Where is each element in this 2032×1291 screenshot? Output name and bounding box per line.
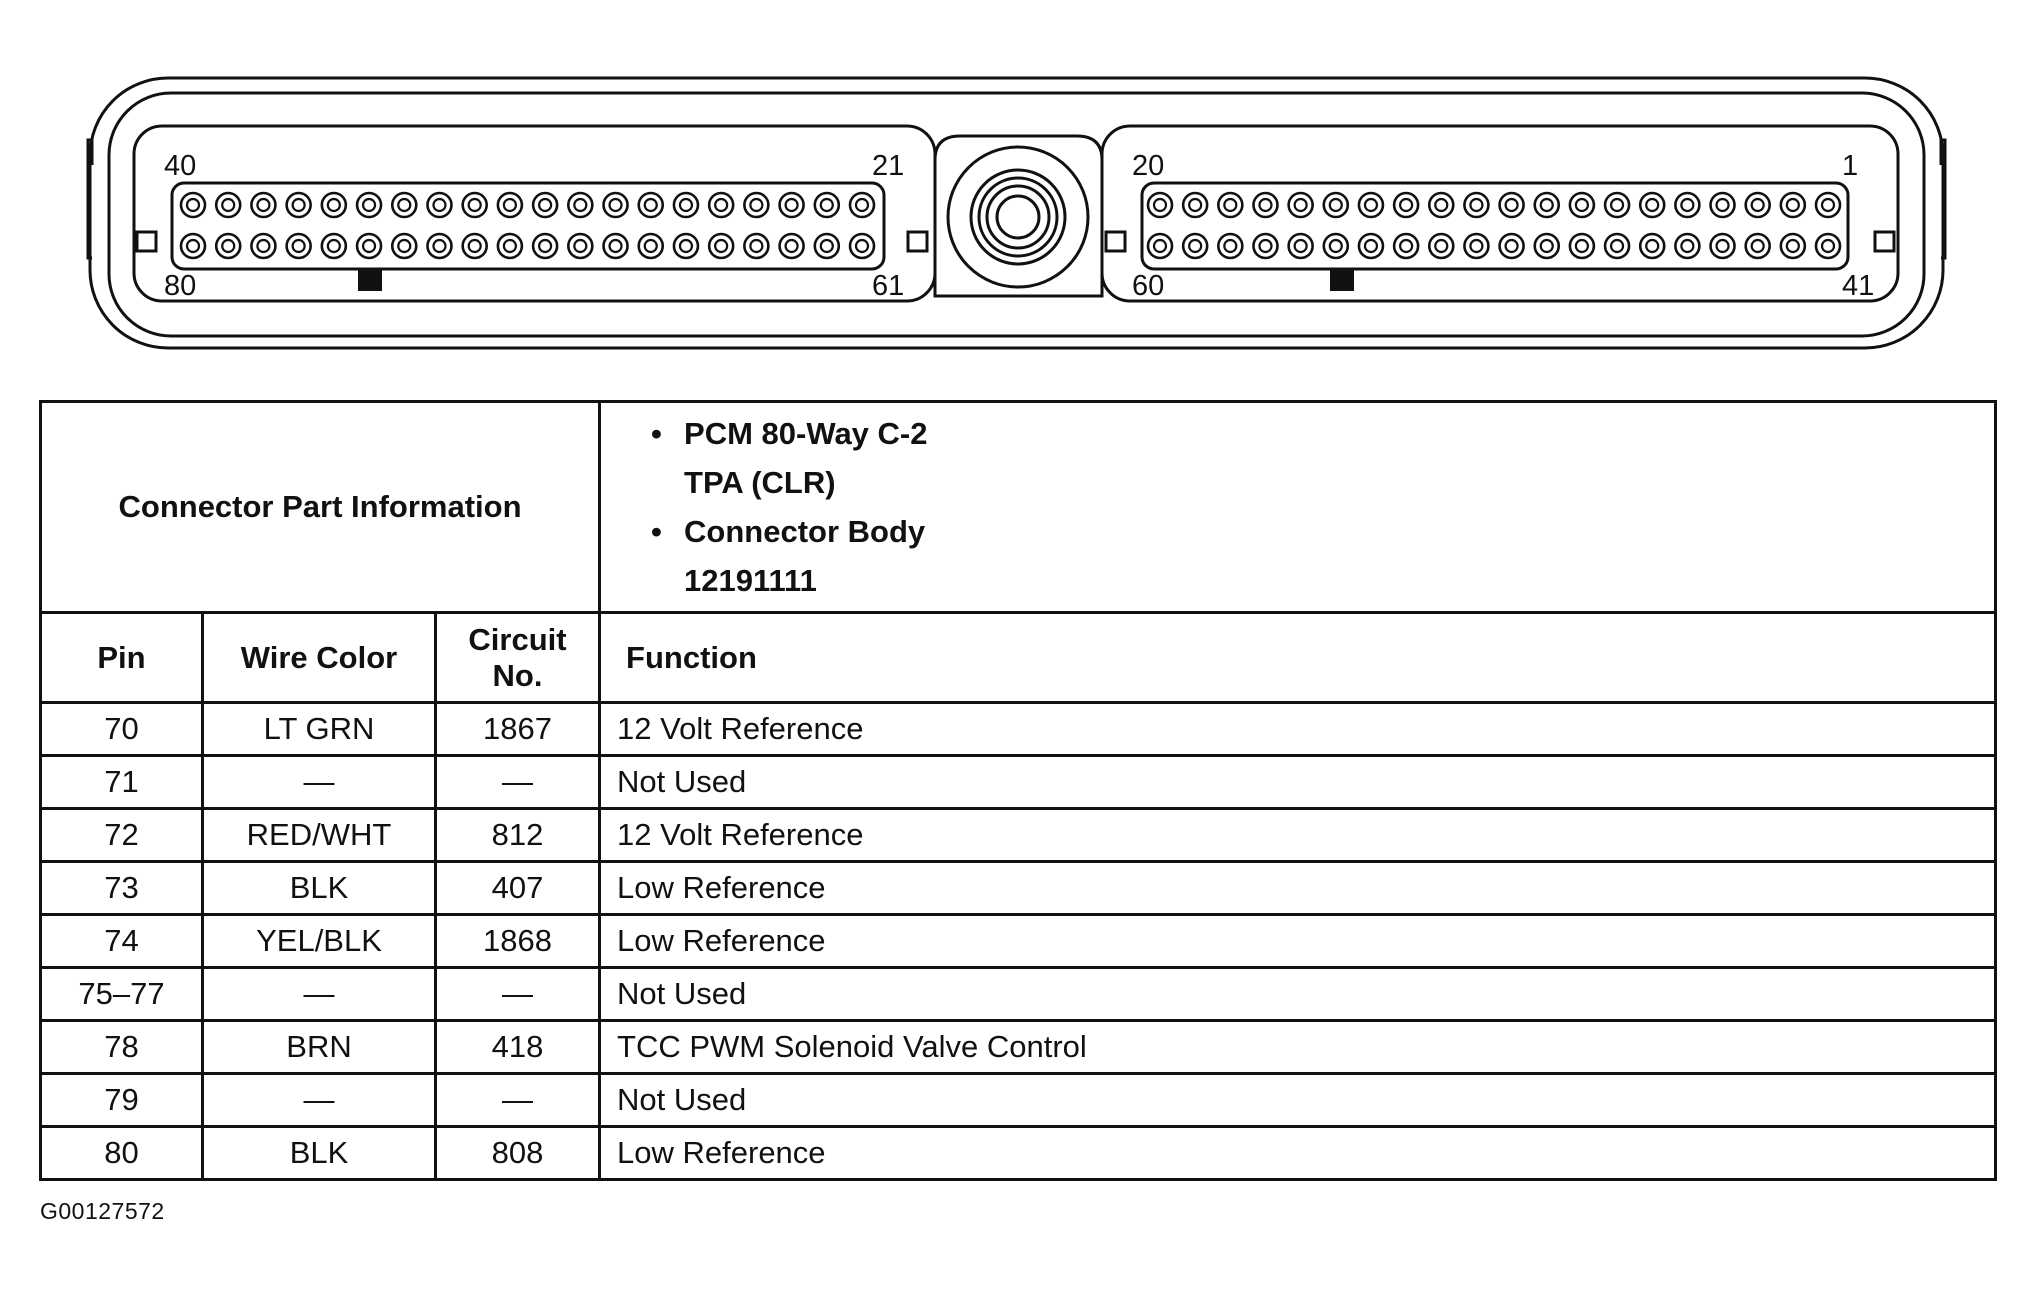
pin-cavity-inner	[1154, 199, 1166, 211]
pin-cavity-inner	[1400, 199, 1412, 211]
pin-cavity	[392, 234, 416, 258]
function-cell: 12 Volt Reference	[600, 703, 1996, 756]
pin-cavity	[674, 193, 698, 217]
circuit-cell: —	[436, 756, 600, 809]
pin-label-41: 41	[1842, 270, 1875, 302]
pin-cell: 72	[41, 809, 203, 862]
wire-color-cell: —	[203, 1074, 436, 1127]
table-row	[41, 968, 1996, 1021]
pin-cavity	[427, 193, 451, 217]
pin-cavity-inner	[1576, 240, 1588, 252]
pin-cavity	[815, 193, 839, 217]
pin-cavity	[1253, 193, 1277, 217]
connector-part-info	[600, 402, 1996, 613]
pin-cavity-inner	[1541, 240, 1553, 252]
pin-cavity-inner	[715, 199, 727, 211]
pin-cavity	[604, 234, 628, 258]
wire-color-cell: RED/WHT	[203, 809, 436, 862]
pin-cell: 71	[41, 756, 203, 809]
pin-label-60: 60	[1132, 270, 1165, 302]
pin-cavity-inner	[750, 240, 762, 252]
table-row	[41, 915, 1996, 968]
function-cell: Not Used	[600, 968, 1996, 1021]
part-info-line: 12191111	[684, 563, 817, 598]
pin-cavity	[1148, 193, 1172, 217]
pin-cavity-inner	[1506, 240, 1518, 252]
pin-cavity	[251, 234, 275, 258]
connector-outer-shell	[90, 78, 1943, 348]
pin-cavity	[181, 234, 205, 258]
alignment-square	[137, 232, 156, 251]
pin-cavity-inner	[222, 240, 234, 252]
pin-cavity	[1570, 234, 1594, 258]
pin-cavity-inner	[469, 199, 481, 211]
pin-cavity	[780, 234, 804, 258]
pin-cavity	[1675, 234, 1699, 258]
pin-cell: 80	[41, 1127, 203, 1180]
pin-cavity	[1394, 234, 1418, 258]
pin-cavity-inner	[1717, 199, 1729, 211]
pin-cavity-inner	[715, 240, 727, 252]
pin-cavity-inner	[821, 240, 833, 252]
pin-label-21: 21	[872, 150, 905, 182]
pin-cavity-inner	[1822, 199, 1834, 211]
pin-cavity-inner	[1576, 199, 1588, 211]
pin-cavity	[744, 234, 768, 258]
circuit-cell: —	[436, 1074, 600, 1127]
wire-color-cell: BLK	[203, 1127, 436, 1180]
pin-cavity-inner	[1646, 199, 1658, 211]
header-wire-color: Wire Color	[203, 613, 436, 703]
wire-color-cell: —	[203, 756, 436, 809]
pin-cavity-inner	[1259, 240, 1271, 252]
pin-cavity	[533, 234, 557, 258]
pin-cavity	[1570, 193, 1594, 217]
pin-cavity	[1148, 234, 1172, 258]
connector-face-diagram	[0, 0, 2032, 370]
circuit-cell: —	[436, 968, 600, 1021]
pin-cavity-inner	[1470, 240, 1482, 252]
pin-cavity-inner	[1611, 199, 1623, 211]
function-cell: 12 Volt Reference	[600, 809, 1996, 862]
pin-cell: 73	[41, 862, 203, 915]
right-pin-block	[1142, 183, 1848, 269]
pin-cavity	[1675, 193, 1699, 217]
pin-cavity-inner	[187, 199, 199, 211]
wire-color-cell: YEL/BLK	[203, 915, 436, 968]
pin-cavity-inner	[504, 199, 516, 211]
pin-cavity-inner	[222, 199, 234, 211]
pin-cavity-inner	[574, 240, 586, 252]
pin-cavity	[780, 193, 804, 217]
pin-cavity-inner	[1470, 199, 1482, 211]
circuit-cell: 808	[436, 1127, 600, 1180]
table-row	[41, 703, 1996, 756]
table-row	[41, 1127, 1996, 1180]
pin-cavity	[216, 193, 240, 217]
pin-cavity	[463, 193, 487, 217]
wire-color-cell: —	[203, 968, 436, 1021]
pin-cavity-inner	[610, 240, 622, 252]
pin-cavity	[498, 234, 522, 258]
pin-cell: 79	[41, 1074, 203, 1127]
table-row	[41, 1021, 1996, 1074]
pin-cavity-inner	[680, 240, 692, 252]
table-header-row	[41, 613, 1996, 703]
pin-cavity-inner	[1189, 240, 1201, 252]
pin-label-20: 20	[1132, 150, 1165, 182]
header-circuit-no: Circuit No.	[436, 613, 600, 703]
pin-cavity-inner	[786, 199, 798, 211]
pin-cavity-inner	[398, 199, 410, 211]
pin-cavity	[1464, 193, 1488, 217]
pin-cavity	[1535, 193, 1559, 217]
pin-cavity-inner	[187, 240, 199, 252]
pin-cavity	[1359, 234, 1383, 258]
circuit-cell: 1867	[436, 703, 600, 756]
pin-cavity	[322, 193, 346, 217]
pin-cavity-inner	[856, 240, 868, 252]
function-cell: Low Reference	[600, 915, 1996, 968]
pin-cavity-inner	[645, 199, 657, 211]
pin-cavity	[1746, 234, 1770, 258]
pin-cavity-inner	[1365, 199, 1377, 211]
pin-label-80: 80	[164, 270, 197, 302]
pin-cavity-inner	[1541, 199, 1553, 211]
pin-cavity-inner	[1189, 199, 1201, 211]
keying-block	[1330, 268, 1354, 291]
pin-cavity-inner	[539, 199, 551, 211]
pin-cavity-inner	[786, 240, 798, 252]
pin-cavity	[287, 234, 311, 258]
table-row	[41, 756, 1996, 809]
pin-cavity	[392, 193, 416, 217]
pin-cavity	[1429, 193, 1453, 217]
pin-cavity	[533, 193, 557, 217]
pin-cavity	[850, 193, 874, 217]
pin-cavity	[709, 193, 733, 217]
pin-cavity	[1218, 234, 1242, 258]
pin-cavity	[1640, 193, 1664, 217]
pin-cavity	[1289, 193, 1313, 217]
pin-cavity-inner	[1717, 240, 1729, 252]
pin-cavity	[1781, 234, 1805, 258]
pin-cavity	[815, 234, 839, 258]
pin-cavity	[639, 193, 663, 217]
pin-cavity-inner	[610, 199, 622, 211]
pin-cavity	[463, 234, 487, 258]
alignment-square	[908, 232, 927, 251]
pin-cavity-inner	[1506, 199, 1518, 211]
pin-cavity	[568, 234, 592, 258]
pin-cavity	[850, 234, 874, 258]
pin-cavity-inner	[1646, 240, 1658, 252]
pin-cavity	[709, 234, 733, 258]
pin-cavity-inner	[257, 240, 269, 252]
part-info-row	[41, 402, 1996, 613]
circuit-cell: 407	[436, 862, 600, 915]
pin-cavity-inner	[1435, 199, 1447, 211]
part-info-line: • Connector Body	[651, 514, 926, 549]
pin-cell: 74	[41, 915, 203, 968]
pin-cavity	[1324, 193, 1348, 217]
pin-cavity-inner	[433, 199, 445, 211]
pin-cavity-inner	[1681, 240, 1693, 252]
pin-cavity	[1253, 234, 1277, 258]
pin-cavity-inner	[1259, 199, 1271, 211]
pin-cavity	[1183, 234, 1207, 258]
pin-cavity	[1464, 234, 1488, 258]
pin-cavity	[1500, 193, 1524, 217]
pin-cavity	[1218, 193, 1242, 217]
part-info-line: TPA (CLR)	[684, 465, 836, 500]
pin-cavity-inner	[433, 240, 445, 252]
pinout-table	[39, 400, 1997, 1181]
pin-cavity	[1359, 193, 1383, 217]
connector-part-info-label: Connector Part Information	[41, 402, 600, 613]
pin-cavity-inner	[1224, 240, 1236, 252]
pin-cavity	[604, 193, 628, 217]
pin-cavity	[639, 234, 663, 258]
pin-label-40: 40	[164, 150, 197, 182]
pin-cavity	[674, 234, 698, 258]
wire-color-cell: LT GRN	[203, 703, 436, 756]
pin-cavity	[216, 234, 240, 258]
pin-cavity	[1429, 234, 1453, 258]
header-pin: Pin	[41, 613, 203, 703]
pin-cavity	[357, 234, 381, 258]
pin-cavity	[322, 234, 346, 258]
pin-cavity-inner	[1435, 240, 1447, 252]
pin-cavity-inner	[1752, 240, 1764, 252]
pin-cavity-inner	[1295, 240, 1307, 252]
pin-cavity-inner	[1787, 240, 1799, 252]
pin-cavity	[1711, 234, 1735, 258]
pin-cavity	[1816, 193, 1840, 217]
pin-cavity	[1605, 234, 1629, 258]
pin-cavity-inner	[363, 199, 375, 211]
pin-cavity-inner	[1154, 240, 1166, 252]
pin-cavity	[1324, 234, 1348, 258]
pin-cavity-inner	[504, 240, 516, 252]
pin-cavity-inner	[1224, 199, 1236, 211]
pin-cavity-inner	[1611, 240, 1623, 252]
pin-cavity-inner	[645, 240, 657, 252]
figure-id: G00127572	[40, 1198, 165, 1224]
pin-cavity-inner	[328, 240, 340, 252]
pin-cavity-inner	[1752, 199, 1764, 211]
pin-cavity-inner	[821, 199, 833, 211]
pin-cell: 78	[41, 1021, 203, 1074]
pin-cavity	[1394, 193, 1418, 217]
center-bolt-boss	[935, 136, 1102, 296]
function-cell: Low Reference	[600, 1127, 1996, 1180]
pin-cavity	[1535, 234, 1559, 258]
pin-cavity	[1711, 193, 1735, 217]
table-row	[41, 1074, 1996, 1127]
circuit-cell: 418	[436, 1021, 600, 1074]
pin-cavity	[1183, 193, 1207, 217]
pin-cavity-inner	[1681, 199, 1693, 211]
pin-cavity-inner	[293, 240, 305, 252]
pin-cavity-inner	[574, 199, 586, 211]
pin-cavity-inner	[1330, 199, 1342, 211]
wire-color-cell: BLK	[203, 862, 436, 915]
pin-cavity-inner	[469, 240, 481, 252]
keying-block	[358, 268, 382, 291]
pin-cavity	[1746, 193, 1770, 217]
circuit-cell: 1868	[436, 915, 600, 968]
pin-cavity	[498, 193, 522, 217]
pin-cavity-inner	[856, 199, 868, 211]
function-cell: Not Used	[600, 1074, 1996, 1127]
pin-cavity-inner	[257, 199, 269, 211]
pin-cavity	[287, 193, 311, 217]
pin-cavity	[1289, 234, 1313, 258]
wire-color-cell: BRN	[203, 1021, 436, 1074]
pin-cell: 70	[41, 703, 203, 756]
pin-cavity	[1500, 234, 1524, 258]
circuit-cell: 812	[436, 809, 600, 862]
pin-label-61: 61	[872, 270, 905, 302]
table-row	[41, 809, 1996, 862]
pin-cavity-inner	[1400, 240, 1412, 252]
pin-cavity-inner	[680, 199, 692, 211]
pin-cavity	[1605, 193, 1629, 217]
alignment-square	[1106, 232, 1125, 251]
pin-cavity-inner	[539, 240, 551, 252]
pin-cavity-inner	[1295, 199, 1307, 211]
pin-cavity	[251, 193, 275, 217]
table-row	[41, 862, 1996, 915]
pin-cavity-inner	[328, 199, 340, 211]
pin-cavity-inner	[1365, 240, 1377, 252]
pin-cavity-inner	[398, 240, 410, 252]
pin-cavity-inner	[293, 199, 305, 211]
pin-cell: 75–77	[41, 968, 203, 1021]
function-cell: TCC PWM Solenoid Valve Control	[600, 1021, 1996, 1074]
pin-cavity-inner	[1822, 240, 1834, 252]
pin-cavity	[1781, 193, 1805, 217]
pin-cavity	[568, 193, 592, 217]
pin-cavity	[1816, 234, 1840, 258]
pin-cavity-inner	[363, 240, 375, 252]
pin-cavity	[427, 234, 451, 258]
function-cell: Low Reference	[600, 862, 1996, 915]
center-bolt-outer	[948, 147, 1088, 287]
pin-cavity	[1640, 234, 1664, 258]
pin-cavity	[357, 193, 381, 217]
pin-cavity-inner	[1330, 240, 1342, 252]
left-pin-block	[172, 183, 884, 269]
pin-label-1: 1	[1842, 150, 1859, 182]
header-function: Function	[600, 613, 1996, 703]
pin-cavity	[744, 193, 768, 217]
pin-cavity	[181, 193, 205, 217]
pin-cavity-inner	[750, 199, 762, 211]
part-info-line: • PCM 80-Way C-2	[651, 416, 928, 451]
alignment-square	[1875, 232, 1894, 251]
pin-cavity-inner	[1787, 199, 1799, 211]
function-cell: Not Used	[600, 756, 1996, 809]
